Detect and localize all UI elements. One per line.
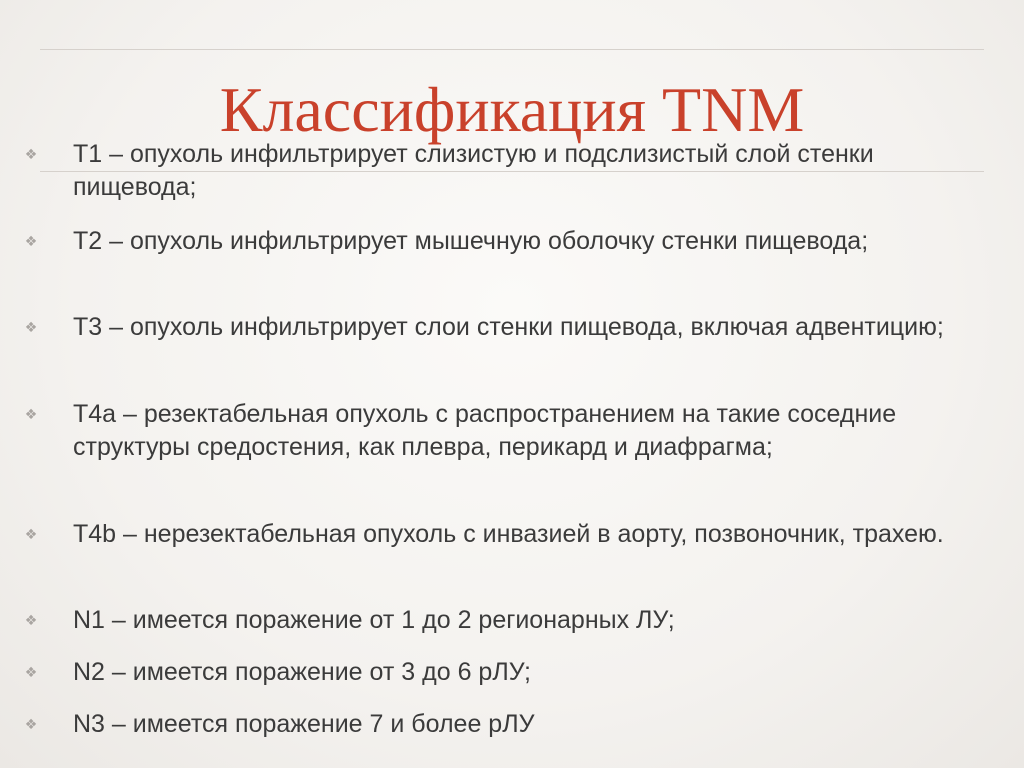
- diamond-bullet-icon: ❖: [24, 664, 38, 680]
- diamond-bullet-icon: ❖: [24, 146, 38, 162]
- list-item-text: T3 – опухоль инфильтрирует слои стенки пищевода, включая адвентицию;: [73, 313, 944, 341]
- diamond-bullet-icon: ❖: [24, 526, 38, 542]
- list-item-n2: [24, 656, 973, 689]
- list-item-text: N3 – имеется поражение 7 и более рЛУ: [73, 710, 535, 738]
- list-item-t3: [24, 311, 973, 344]
- list-item-text: T2 – опухоль инфильтрирует мышечную оболочку стенки пищевода;: [73, 227, 869, 255]
- list-item-text: T4a – резектабельная опухоль с распространением на такие соседние структуры средостения, как плевра, перикард и диафрагма;: [73, 400, 897, 461]
- diamond-bullet-icon: ❖: [24, 716, 38, 732]
- list-item-n1: [24, 604, 973, 637]
- list-item-t4a: [24, 398, 973, 464]
- diamond-bullet-icon: ❖: [24, 233, 38, 249]
- list-item-text: T1 – опухоль инфильтрирует слизистую и подслизистый слой стенки пищевода;: [73, 140, 874, 201]
- diamond-bullet-icon: ❖: [24, 319, 38, 335]
- list-item-t2: [24, 225, 973, 258]
- diamond-bullet-icon: ❖: [24, 406, 38, 422]
- list-item-text: T4b – нерезектабельная опухоль с инвазией в аорту, позвоночник, трахею.: [73, 520, 944, 548]
- list-item-text: N2 – имеется поражение от 3 до 6 рЛУ;: [73, 658, 532, 686]
- slide-title: Классификация TNM: [219, 74, 805, 145]
- top-divider: [40, 49, 984, 50]
- list-item-text: N1 – имеется поражение от 1 до 2 регионарных ЛУ;: [73, 606, 675, 634]
- list-item-t4b: [24, 518, 973, 551]
- diamond-bullet-icon: ❖: [24, 612, 38, 628]
- list-item-n3: [24, 708, 973, 741]
